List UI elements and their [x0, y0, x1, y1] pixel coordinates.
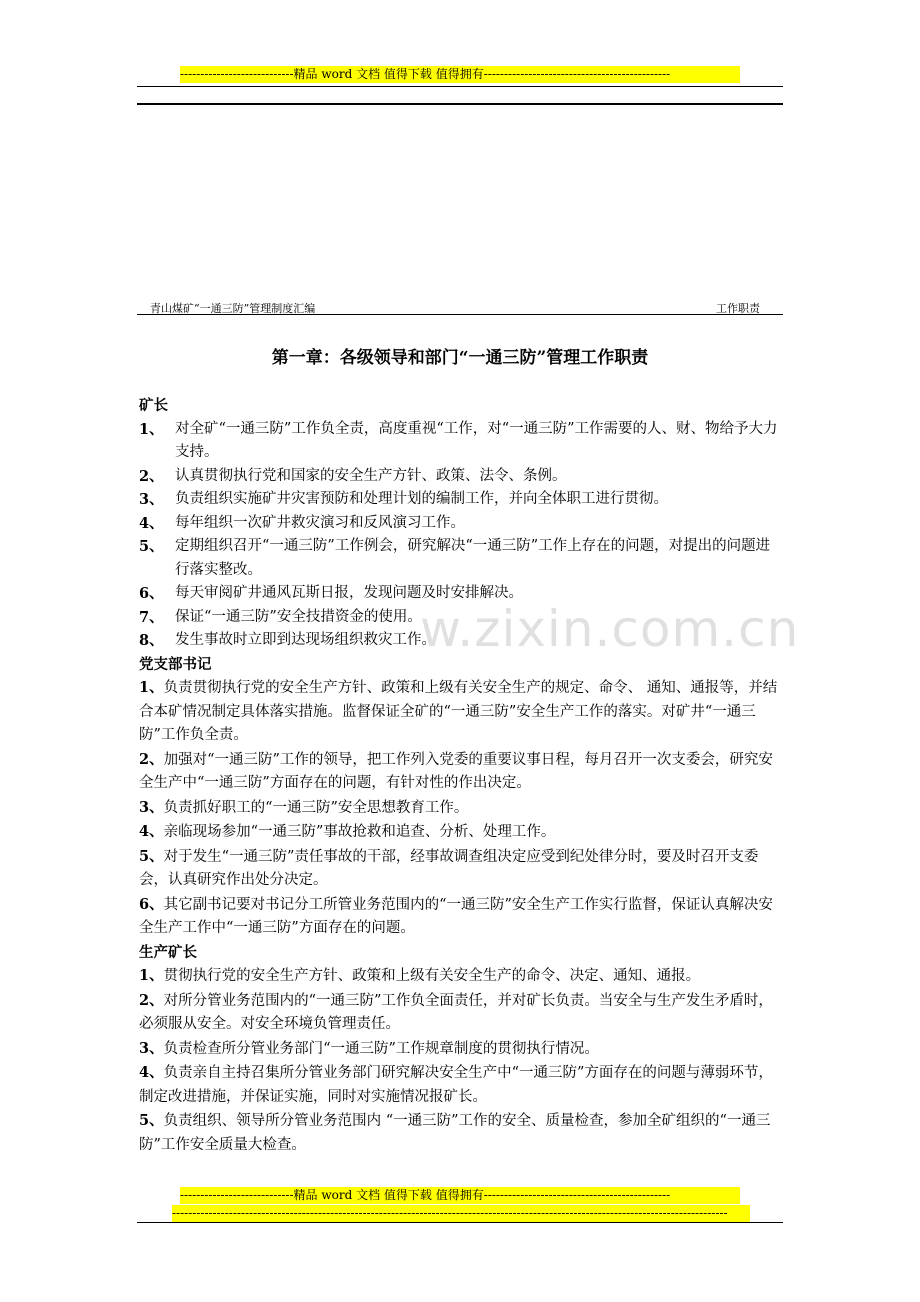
- item-number: 1、: [139, 679, 164, 696]
- item-number: 2、: [139, 467, 164, 485]
- list-item: [139, 488, 784, 512]
- footer-rule: [137, 1222, 783, 1223]
- paragraph-item: [139, 796, 784, 821]
- list-item: [139, 418, 784, 465]
- list-item: [139, 535, 784, 582]
- item-text: 每天审阅矿井通风瓦斯日报，发现问题及时安排解决。: [175, 585, 523, 601]
- paragraph-item: [139, 676, 784, 748]
- paragraph-item: [139, 820, 784, 845]
- item-text: 负责亲自主持召集所分管业务部门研究解决安全生产中“一通三防”方面存在的问题与薄弱环节，制定改进措施，并保证实施，同时对实施情况报矿长。: [139, 1065, 773, 1105]
- item-number: 4、: [139, 1064, 164, 1081]
- paragraph-item: [139, 1037, 784, 1062]
- item-number: 1、: [139, 420, 164, 438]
- list-item: [139, 512, 784, 536]
- item-text: 贯彻执行党的安全生产方针、政策和上级有关安全生产的命令、决定、通知、通报。: [163, 968, 701, 984]
- running-header-left: 青山煤矿“一通三防”管理制度汇编: [150, 302, 316, 315]
- item-number: 4、: [139, 514, 164, 532]
- item-text: 定期组织召开“一通三防”工作例会，研究解决“一通三防”工作上存在的问题，对提出的问题进行落实整改。: [175, 538, 771, 578]
- item-text: 保证“一通三防”安全技措资金的使用。: [175, 608, 422, 625]
- item-number: 6、: [139, 585, 164, 602]
- bottom-banner: ----------------------------精品 word 文档 值得下载 值得拥有----------------------------------------------: [180, 1187, 740, 1204]
- watermark: w.zixin.com.cn: [420, 600, 800, 658]
- item-text: 对全矿“一通三防”工作负全责，高度重视“工作，对“一通三防”工作需要的人、财、物给予大力支持。: [175, 420, 778, 460]
- item-text: 亲临现场参加“一通三防”事故抢救和追查、分析、处理工作。: [163, 824, 556, 840]
- header-rule-thin: [137, 86, 783, 87]
- section-heading-party-secretary: 党支部书记: [139, 655, 212, 673]
- top-banner: ----------------------------精品 word 文档 值得下载 值得拥有----------------------------------------------: [180, 66, 740, 83]
- paragraph-item: [139, 748, 784, 796]
- section-heading-production-director: 生产矿长: [139, 943, 197, 961]
- running-header-right: 工作职责: [716, 302, 760, 315]
- item-number: 3、: [139, 491, 164, 508]
- bottom-dash-line: -----------------------------------------------------------------------------------------------------------------------------------------: [172, 1205, 750, 1222]
- item-number: 7、: [139, 608, 164, 626]
- paragraph-item: [139, 1061, 784, 1109]
- chapter-title: 第一章：各级领导和部门“一通三防”管理工作职责: [271, 348, 649, 368]
- item-text: 对所分管业务范围内的“一通三防”工作负全面责任，并对矿长负责。当安全与生产发生矛盾时，必须服从安全。对安全环境负管理责任。: [139, 992, 773, 1032]
- list-item: [139, 465, 784, 489]
- item-number: 3、: [139, 798, 164, 816]
- item-text: 对于发生“一通三防”责任事故的干部，经事故调查组决定应受到纪处律分时，要及时召开支委会，认真研究作出处分决定。: [139, 848, 759, 888]
- item-number: 2、: [139, 991, 164, 1009]
- item-number: 5、: [139, 847, 164, 865]
- paragraph-item: [139, 989, 784, 1037]
- paragraph-item: [139, 1109, 784, 1157]
- item-text: 认真贯彻执行党和国家的安全生产方针、政策、法令、条例。: [175, 467, 567, 484]
- item-text: 其它副书记要对书记分工所管业务范围内的“一通三防”安全生产工作实行监督，保证认真解决安全生产工作中“一通三防”方面存在的问题。: [139, 896, 773, 936]
- item-number: 8、: [139, 632, 164, 649]
- item-text: 负责检查所分管业务部门“一通三防”工作规章制度的贯彻执行情况。: [163, 1040, 599, 1057]
- document-body: [139, 394, 784, 1157]
- item-text: 负责组织实施矿井灾害预防和处理计划的编制工作，并向全体职工进行贯彻。: [175, 491, 668, 507]
- header-rule-thick: [137, 103, 783, 105]
- item-number: 1、: [139, 967, 164, 984]
- item-text: 负责贯彻执行党的安全生产方针、政策和上级有关安全生产的规定、命令、 通知、通报等，并结合本矿情况制定具体落实措施。监督保证全矿的“一通三防”安全生产工作的落实。对矿井“一通三防”工作负全责。: [139, 680, 778, 743]
- item-text: 负责组织、领导所分管业务范围内 “一通三防”工作的安全、质量检查，参加全矿组织的“一通三防”工作安全质量大检查。: [139, 1113, 771, 1153]
- paragraph-item: [139, 845, 784, 893]
- item-number: 5、: [139, 1112, 164, 1129]
- item-text: 负责抓好职工的“一通三防”安全思想教育工作。: [163, 799, 469, 816]
- section-heading-mine-director: 矿长: [139, 397, 168, 414]
- item-text: 加强对“一通三防”工作的领导，把工作列入党委的重要议事日程，每月召开一次支委会，研究安全生产中“一通三防”方面存在的问题，有针对性的作出决定。: [139, 751, 773, 791]
- item-number: 5、: [139, 538, 164, 555]
- item-text: 发生事故时立即到达现场组织救灾工作。: [175, 632, 436, 648]
- running-header-rule: [137, 314, 783, 315]
- item-text: 每年组织一次矿井救灾演习和反风演习工作。: [175, 514, 465, 531]
- item-number: 4、: [139, 823, 164, 840]
- paragraph-item: [139, 893, 784, 941]
- item-number: 2、: [139, 750, 164, 768]
- item-number: 3、: [139, 1039, 164, 1057]
- item-number: 6、: [139, 895, 164, 913]
- paragraph-item: [139, 964, 784, 989]
